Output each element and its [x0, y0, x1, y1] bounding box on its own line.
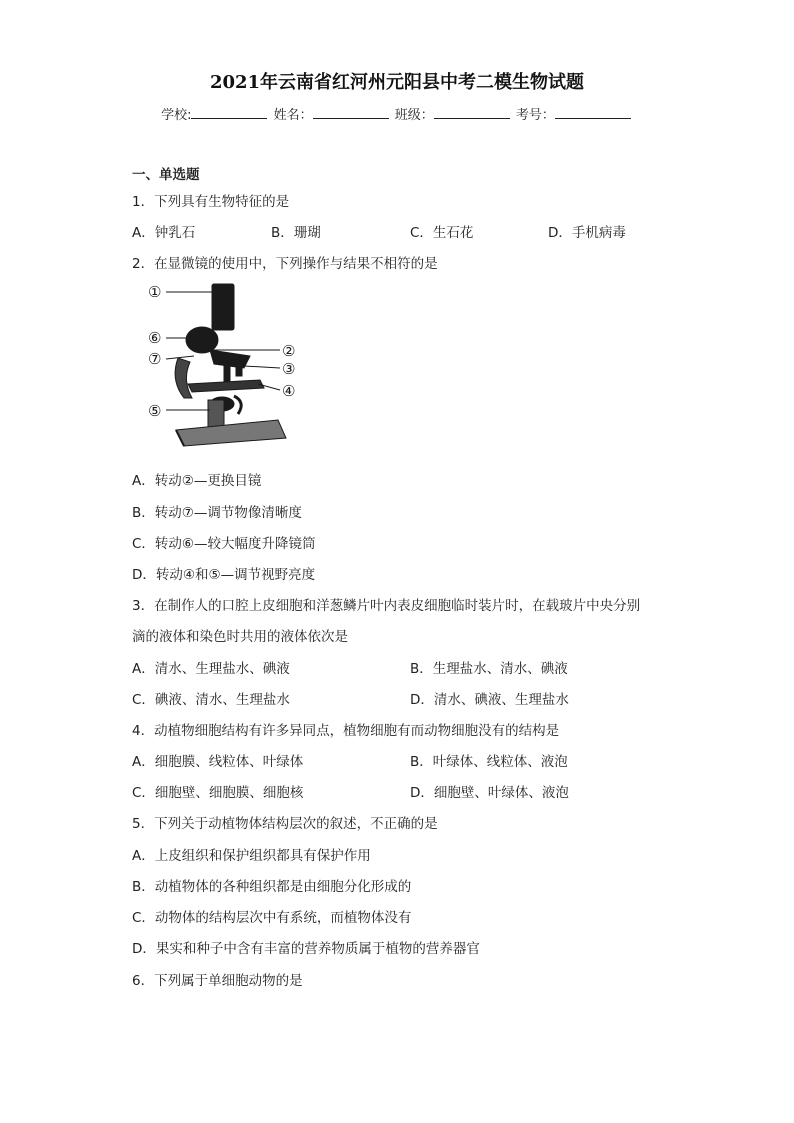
exam-number-blank[interactable]: [555, 106, 631, 119]
q1-option-d: D．手机病毒: [548, 225, 626, 241]
q5-option-a: A．上皮组织和保护组织都具有保护作用: [132, 848, 371, 864]
q1-option-b: B．珊瑚: [271, 225, 321, 241]
microscope-objective-2: [236, 364, 242, 376]
q4-option-a: A．细胞膜、线粒体、叶绿体: [132, 754, 304, 770]
microscope-nosepiece: [210, 350, 250, 368]
q4-option-c: C．细胞壁、细胞膜、细胞核: [132, 785, 304, 801]
q2-option-d: D．转动④和⑤—调节视野亮度: [132, 567, 316, 583]
section-heading: 一、单选题: [132, 167, 200, 183]
label-1: ①: [148, 283, 162, 301]
q5-option-d: D．果实和种子中含有丰富的营养物质属于植物的营养器官: [132, 941, 480, 957]
school-blank[interactable]: [191, 106, 267, 119]
q4-option-b: B．叶绿体、线粒体、液泡: [410, 754, 568, 770]
label-6: ⑥: [148, 329, 162, 347]
q3-option-b: B．生理盐水、清水、碘液: [410, 661, 568, 677]
microscope-base: [176, 420, 286, 446]
name-blank[interactable]: [313, 106, 389, 119]
microscope-stage: [188, 380, 264, 392]
student-info-row: [0, 104, 794, 123]
microscope-clip: [234, 396, 241, 414]
class-blank[interactable]: [434, 106, 510, 119]
q2-option-a: A．转动②—更换目镜: [132, 473, 262, 489]
question-5-stem: 5．下列关于动植物体结构层次的叙述，不正确的是: [132, 816, 438, 832]
label-5: ⑤: [148, 402, 162, 420]
q4-option-d: D．细胞壁、叶绿体、液泡: [410, 785, 569, 801]
question-6-stem: 6．下列属于单细胞动物的是: [132, 973, 303, 989]
q2-option-b: B．转动⑦—调节物像清晰度: [132, 505, 302, 521]
q3-option-a: A．清水、生理盐水、碘液: [132, 661, 290, 677]
question-4-stem: 4．动植物细胞结构有许多异同点，植物细胞有而动物细胞没有的结构是: [132, 723, 560, 739]
label-4: ④: [282, 382, 296, 400]
label-3: ③: [282, 360, 296, 378]
microscope-objective: [224, 366, 230, 382]
name-label: 姓名：: [273, 108, 313, 123]
q3-option-d: D．清水、碘液、生理盐水: [410, 692, 569, 708]
microscope-figure: [140, 280, 310, 460]
microscope-arm: [175, 358, 192, 398]
page-title: 2021年云南省红河州元阳县中考二模生物试题: [209, 72, 585, 93]
q1-option-c: C．生石花: [410, 225, 474, 241]
school-label: 学校:: [161, 108, 192, 123]
label-2: ②: [282, 342, 296, 360]
label-7: ⑦: [148, 350, 162, 368]
q5-option-c: C．动物体的结构层次中有系统，而植物体没有: [132, 910, 412, 926]
question-2-stem: 2．在显微镜的使用中，下列操作与结果不相符的是: [132, 256, 438, 272]
question-3-stem-line1: 3．在制作人的口腔上皮细胞和洋葱鳞片叶内表皮细胞临时装片时，在载玻片中央分别: [132, 598, 641, 614]
class-label: 班级：: [394, 108, 434, 123]
microscope-eyepiece: [212, 284, 234, 330]
question-3-stem-line2: 滴的液体和染色时共用的液体依次是: [132, 629, 348, 645]
microscope-head: [186, 327, 218, 353]
q5-option-b: B．动植物体的各种组织都是由细胞分化形成的: [132, 879, 412, 895]
question-1-stem: 1．下列具有生物特征的是: [132, 194, 290, 210]
q3-option-c: C．碘液、清水、生理盐水: [132, 692, 290, 708]
q2-option-c: C．转动⑥—较大幅度升降镜筒: [132, 536, 316, 552]
exam-number-label: 考号：: [515, 108, 555, 123]
q1-option-a: A．钟乳石: [132, 225, 196, 241]
